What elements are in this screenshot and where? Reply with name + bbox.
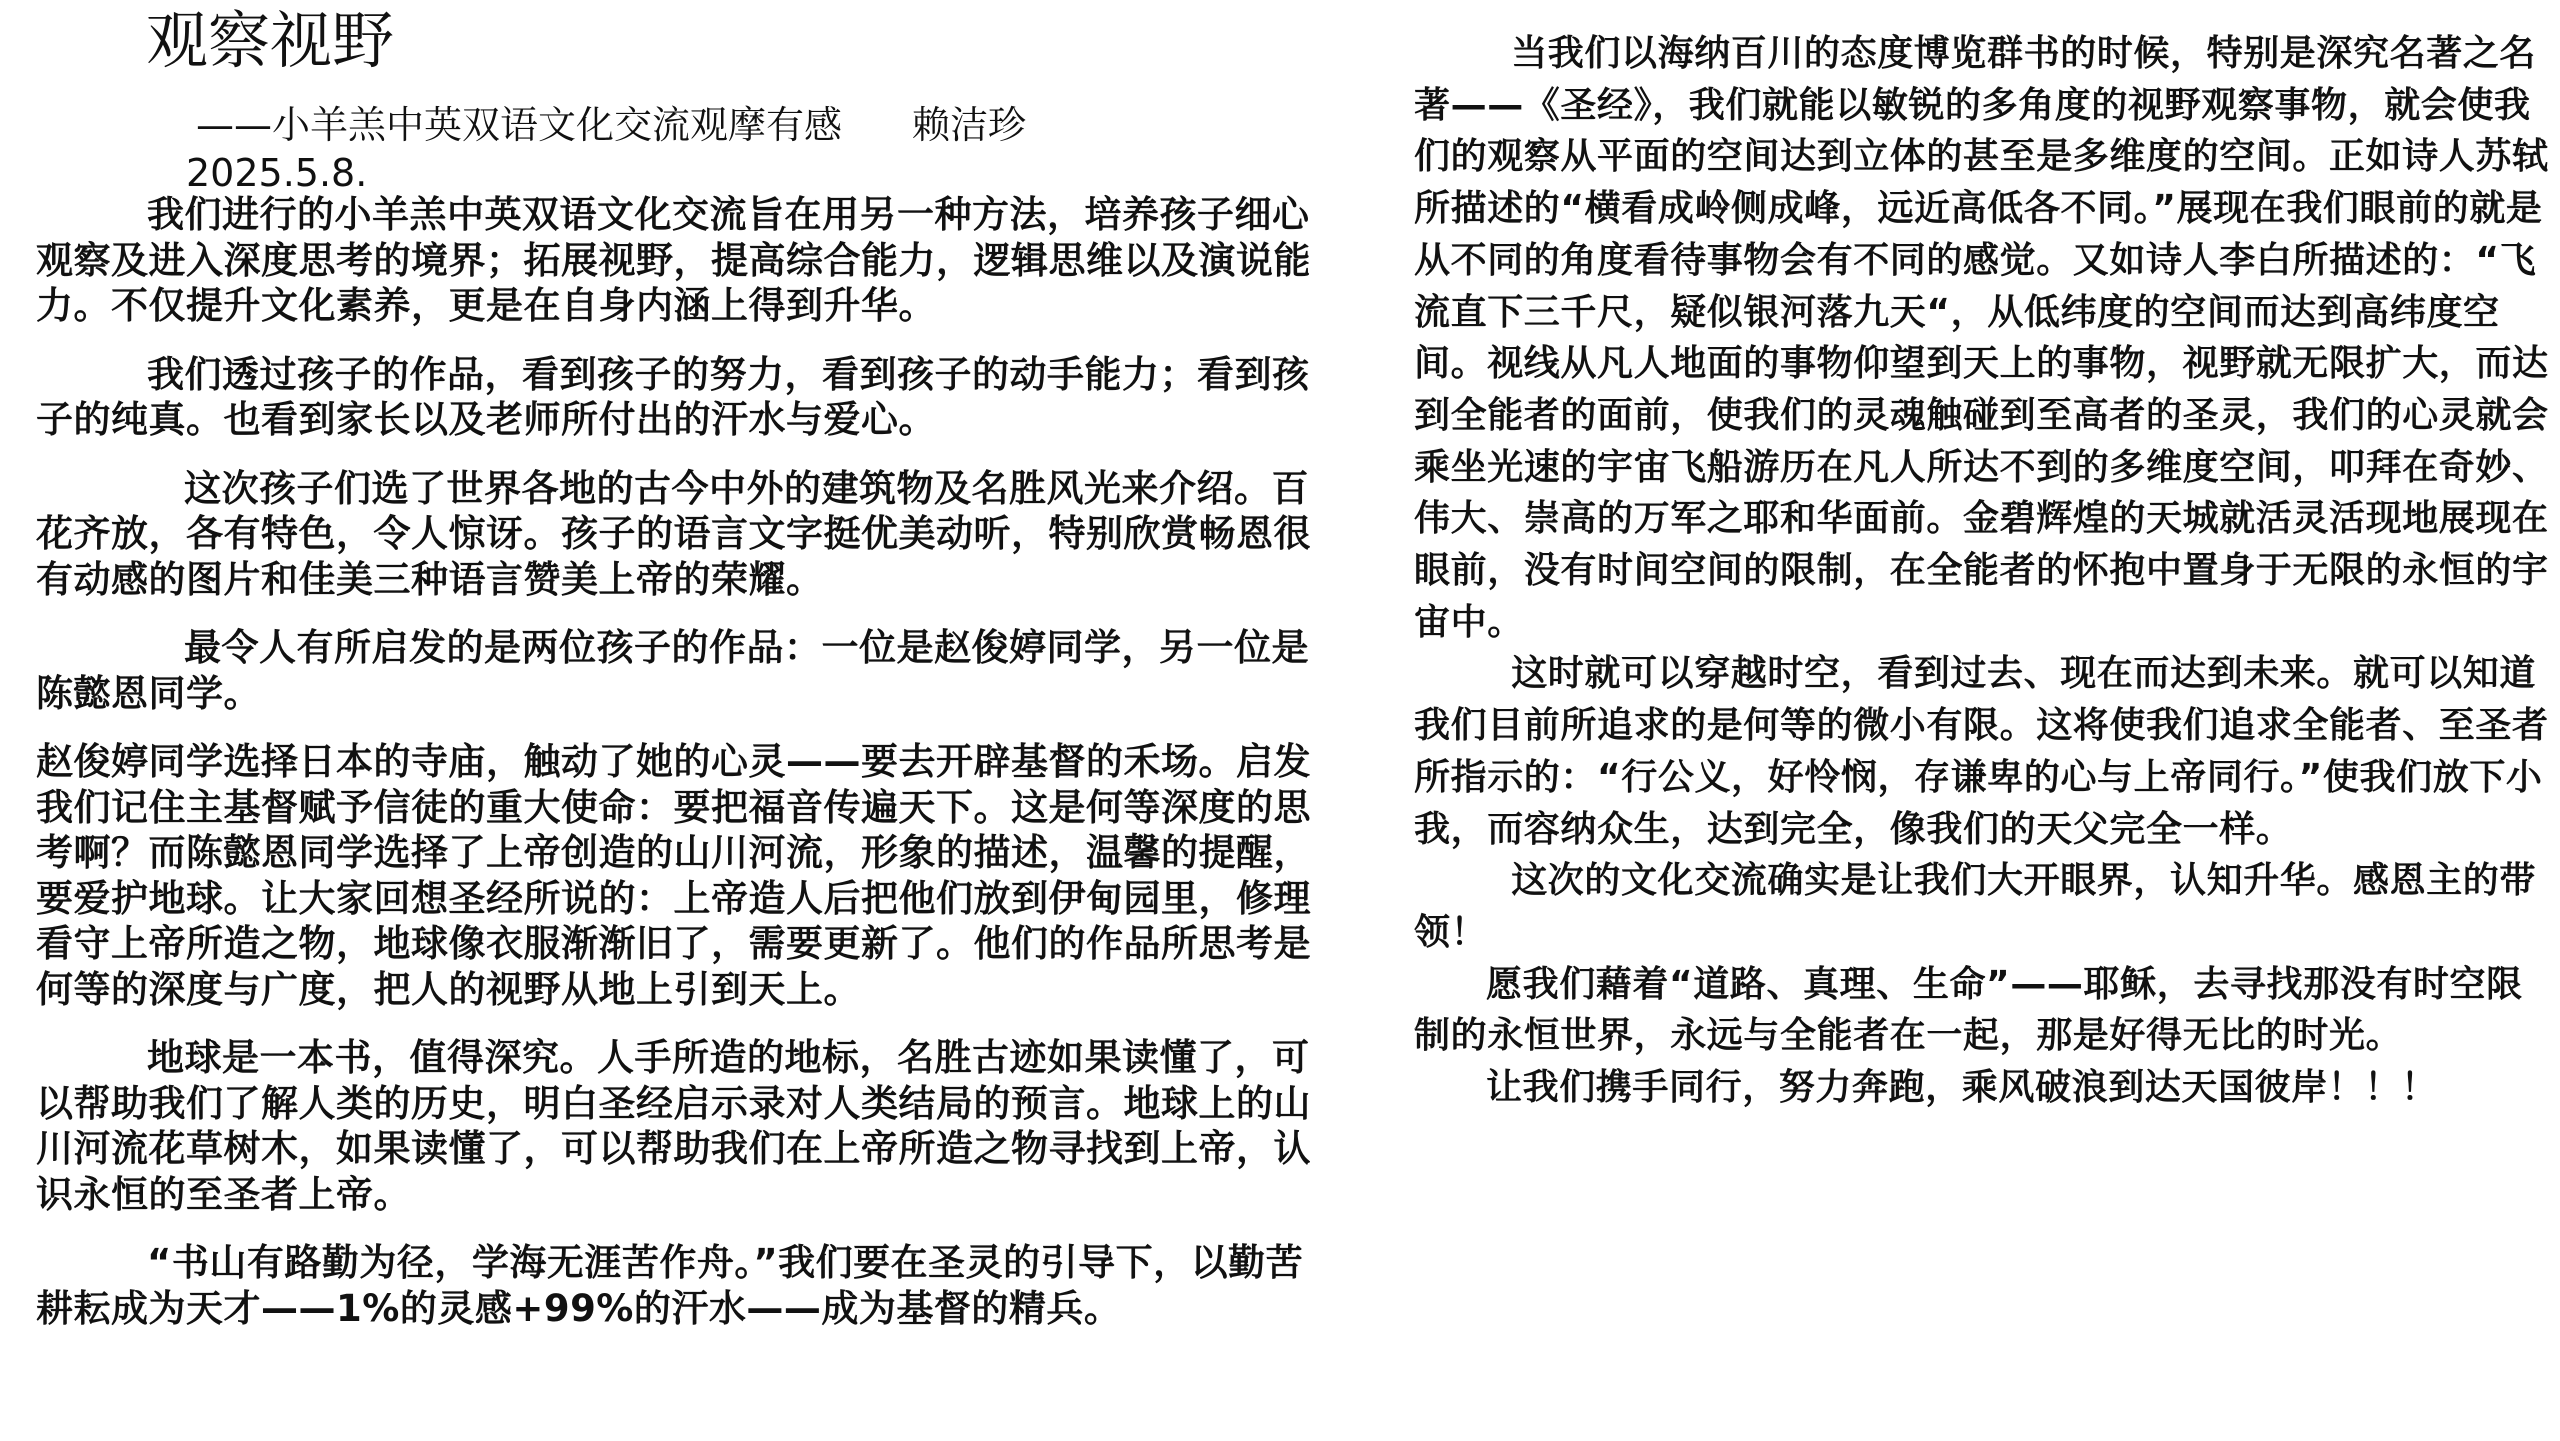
paragraph-student-works: 赵俊婷同学选择日本的寺庙，触动了她的心灵——要去开辟基督的禾场。启发我们记住主基督赋予信徒的重大使命：要把福音传遍天下。这是何等深度的思考啊？而陈懿恩同学选择了上帝创造的山川河流，形象的描述，温馨的提醒，要爱护地球。让大家回想圣经所说的：上帝造人后把他们放到伊甸园里，修理看守上帝所造之物，地球像衣服渐渐旧了，需要更新了。他们的作品所思考是何等的深度与广度，把人的视野从地上引到天上。 bbox=[36, 740, 1311, 1011]
paragraph-time-travel: 这时就可以穿越时空，看到过去、现在而达到未来。就可以知道我们目前所追求的是何等的微小有限。这将使我们追求全能者、至圣者所指示的：“行公义，好怜悯，存谦卑的心与上帝同行。”使我们放下小我，而容纳众生，达到完全，像我们的天父完全一样。 bbox=[1414, 653, 2549, 850]
paragraph-gratitude: 这次的文化交流确实是让我们大开眼界，认知升华。感恩主的带领！ bbox=[1414, 860, 2536, 953]
paragraph-diligence: “书山有路勤为径，学海无涯苦作舟。”我们要在圣灵的引导下，以勤苦耕耘成为天才——1%的灵感+99%的汗水——成为基督的精兵。 bbox=[36, 1241, 1304, 1330]
page-title: 观察视野 bbox=[146, 4, 395, 77]
author-name: 赖洁珍 bbox=[912, 103, 1027, 147]
date: 2025.5.8. bbox=[186, 151, 368, 195]
left-column bbox=[36, 192, 1336, 1354]
paragraph-earth-book: 地球是一本书，值得深究。人手所造的地标，名胜古迹如果读懂了，可以帮助我们了解人类的历史，明白圣经启示录对人类结局的预言。地球上的山川河流花草树木，如果读懂了，可以帮助我们在上帝所造之物寻找到上帝，认识永恒的至圣者上帝。 bbox=[36, 1036, 1311, 1216]
subtitle: ——小羊羔中英双语文化交流观摩有感 bbox=[196, 103, 843, 147]
paragraph-reading-bible: 当我们以海纳百川的态度博览群书的时候，特别是深究名著之名著——《圣经》，我们就能以敏锐的多角度的视野观察事物，就会使我们的观察从平面的空间达到立体的甚至是多维度的空间。正如诗人苏轼所描述的“横看成岭侧成峰，远近高低各不同。”展现在我们眼前的就是从不同的角度看待事物会有不同的感觉。又如诗人李白所描述的：“飞流直下三千尺，疑似银河落九天“，从低纬度的空间而达到高纬度空间。视线从凡人地面的事物仰望到天上的事物，视野就无限扩大，而达到全能者的面前，使我们的灵魂触碰到至高者的圣灵，我们的心灵就会乘坐光速的宇宙飞船游历在凡人所达不到的多维度空间，叩拜在奇妙、伟大、崇高的万军之耶和华面前。金碧辉煌的天城就活灵活现地展现在眼前，没有时间空间的限制，在全能者的怀抱中置身于无限的永恒的宇宙中。 bbox=[1414, 33, 2549, 643]
paragraph-two-students: 最令人有所启发的是两位孩子的作品：一位是赵俊婷同学，另一位是陈懿恩同学。 bbox=[36, 626, 1309, 715]
right-column bbox=[1414, 28, 2554, 1114]
paragraph-closing: 让我们携手同行，努力奔跑，乘风破浪到达天国彼岸！！！ bbox=[1486, 1067, 2438, 1109]
paragraph-effort: 我们透过孩子的作品，看到孩子的努力，看到孩子的动手能力；看到孩子的纯真。也看到家长以及老师所付出的汗水与爱心。 bbox=[36, 352, 1310, 441]
paragraph-buildings: 这次孩子们选了世界各地的古今中外的建筑物及名胜风光来介绍。百花齐放，各有特色，令人惊讶。孩子的语言文字挺优美动听，特别欣赏畅恩很有动感的图片和佳美三种语言赞美上帝的荣耀。 bbox=[36, 466, 1311, 601]
paragraph-intro: 我们进行的小羊羔中英双语文化交流旨在用另一种方法，培养孩子细心观察及进入深度思考的境界；拓展视野，提高综合能力，逻辑思维以及演说能力。不仅提升文化素养，更是在自身内涵上得到升华。 bbox=[36, 193, 1311, 327]
paragraph-wish: 愿我们藉着“道路、真理、生命”——耶稣，去寻找那没有时空限制的永恒世界，永远与全能者在一起，那是好得无比的时光。 bbox=[1414, 963, 2523, 1057]
subtitle-line bbox=[196, 100, 1026, 150]
